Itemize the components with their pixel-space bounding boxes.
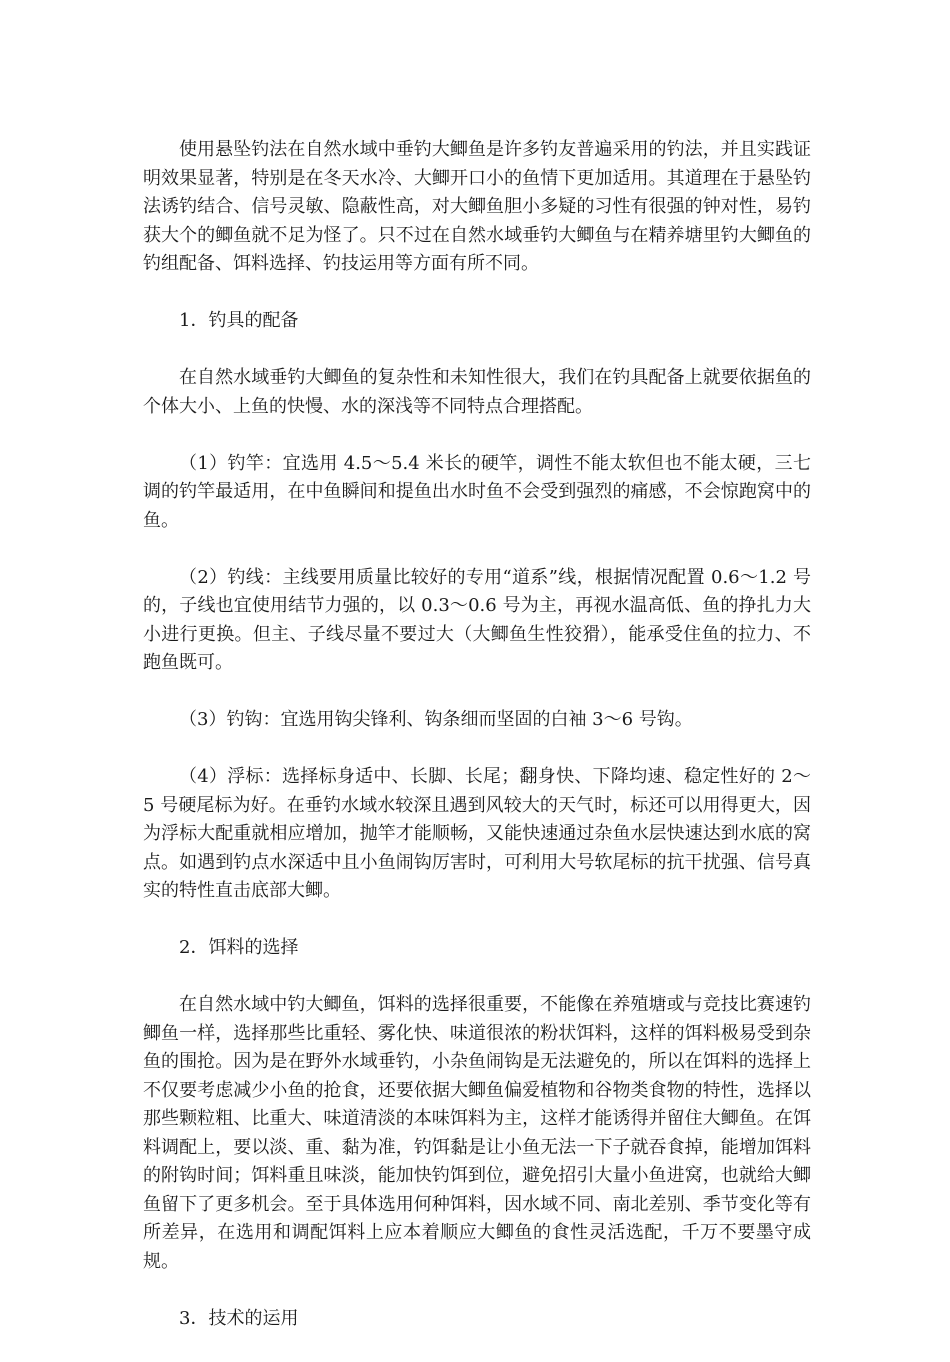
tackle-intro-paragraph: 在自然水域垂钓大鲫鱼的复杂性和未知性很大，我们在钓具配备上就要依据鱼的个体大小、上鱼的快慢、水的深浅等不同特点合理搭配。 <box>143 367 811 417</box>
float-paragraph: （4）浮标：选择标身适中、长脚、长尾；翻身快、下降均速、稳定性好的 2～5 号硬尾标为好。在垂钓水域水较深且遇到风较大的天气时，标还可以用得更大，因为浮标大配重就相应增加，抛竿才能顺畅，又能快速通过杂鱼水层快速达到水底的窝点。如遇到钓点水深适中且小鱼闹钩厉害时，可利用大号软尾标的抗干扰强、信号真实的特性直击底部大鲫。 <box>143 766 811 901</box>
hook-paragraph: （3）钓钩：宜选用钩尖锋利、钩条细而坚固的白袖 3～6 号钩。 <box>179 709 693 730</box>
document-body <box>143 136 811 1362</box>
section-heading-bait: 2．饵料的选择 <box>179 937 299 958</box>
rod-paragraph: （1）钓竿：宜选用 4.5～5.4 米长的硬竿，调性不能太软但也不能太硬，三七调的钓竿最适用，在中鱼瞬间和提鱼出水时鱼不会受到强烈的痛感，不会惊跑窝中的鱼。 <box>143 452 811 531</box>
line-paragraph: （2）钓线：主线要用质量比较好的专用“道系”线，根据情况配置 0.6～1.2 号的，子线也宜使用结节力强的，以 0.3～0.6 号为主，再视水温高低、鱼的挣扎力大小进行更换。但主、子线尽量不要过大（大鲫鱼生性狡猾），能承受住鱼的拉力、不跑鱼既可。 <box>143 566 811 673</box>
intro-paragraph: 使用悬坠钓法在自然水域中垂钓大鲫鱼是许多钓友普遍采用的钓法，并且实践证明效果显著，特别是在冬天水冷、大鲫开口小的鱼情下更加适用。其道理在于悬坠钓法诱钓结合、信号灵敏、隐蔽性高，对大鲫鱼胆小多疑的习性有很强的钟对性，易钓获大个的鲫鱼就不足为怪了。只不过在自然水域垂钓大鲫鱼与在精养塘里钓大鲫鱼的钓组配备、饵料选择、钓技运用等方面有所不同。 <box>143 139 811 274</box>
section-heading-tackle: 1．钓具的配备 <box>179 310 299 331</box>
section-heading-technique: 3．技术的运用 <box>179 1307 299 1329</box>
bait-paragraph: 在自然水域中钓大鲫鱼，饵料的选择很重要，不能像在养殖塘或与竞技比赛速钓鲫鱼一样，选择那些比重轻、雾化快、味道很浓的粉状饵料，这样的饵料极易受到杂鱼的围抢。因为是在野外水域垂钓，小杂鱼闹钩是无法避免的，所以在饵料的选择上不仅要考虑减少小鱼的抢食，还要依据大鲫鱼偏爱植物和谷物类食物的特性，选择以那些颗粒粗、比重大、味道清淡的本味饵料为主，这样才能诱得并留住大鲫鱼。在饵料调配上，要以淡、重、黏为准，钓饵黏是让小鱼无法一下子就吞食掉，能增加饵料的附钩时间；饵料重且味淡，能加快钓饵到位，避免招引大量小鱼进窝，也就给大鲫鱼留下了更多机会。至于具体选用何种饵料，因水域不同、南北差别、季节变化等有所差异，在选用和调配饵料上应本着顺应大鲫鱼的食性灵活选配，千万不要墨守成规。 <box>143 994 811 1272</box>
